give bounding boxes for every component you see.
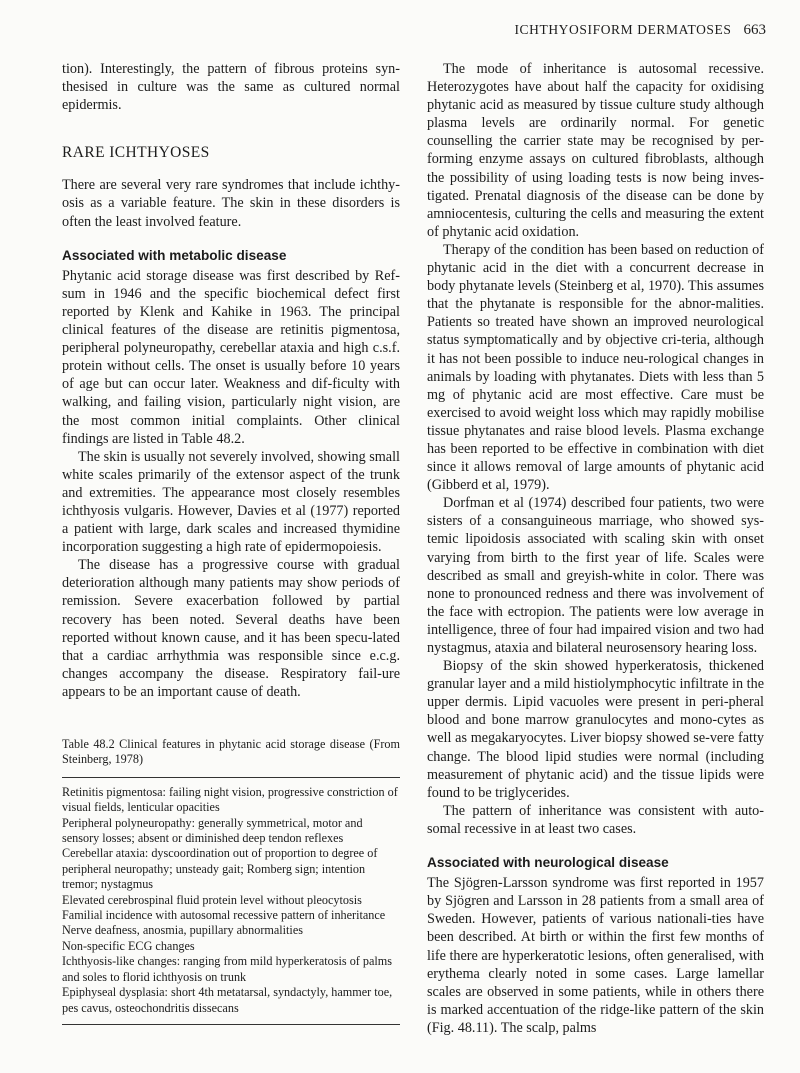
paragraph-biopsy: Biopsy of the skin showed hyperkeratosis, thickened granular layer and a mild histiolymphocytic infiltrate in the upper dermis. Lipid vacuoles were present in peri-pheral blood and bone marrow granulocytes and mono-cytes as well as megakaryocytes. Liver biopsy showed se-vere fatty change. The blood lipid studies were normal (including measurement of phytanic acid) and the tissue lipids were found to be triglycerides. [427, 658, 764, 801]
table-row: Nerve deafness, anosmia, pupillary abnormalities [62, 923, 303, 938]
paragraph-rare: There are several very rare syndromes that include ichthy-osis as a variable feature. The skin in these disorders is often the least involved feature. [62, 177, 400, 230]
paragraph-therapy: Therapy of the condition has been based on reduction of phytanic acid in the diet with a concurrent decrease in body phytanate levels (Steinberg et al, 1970). This assumes that the phytanate is responsible for the abnor-malities. Patients so treated have shown an improved neurological status symptomatically and by objective cri-teria, although it has not been possible to induce neu-rological changes in animals by loading with phytanates. Diets with less than 5 mg of phytanic acid are most effective. Care must be exercised to avoid weight loss which may rapidly mobilise tissue phytanates and raise blood levels. Plasma exchange has been reported to be effective in combination with diet since it allows removal of large amounts of phytanic acid (Gibberd et al, 1979). [427, 241, 764, 494]
table-row: Epiphyseal dysplasia: short 4th metatarsal, syndactyly, hammer toe, pes cavus, osteochondritis dissecans [62, 985, 393, 1015]
right-column [427, 60, 764, 1037]
heading-neurological-disease: Associated with neurological disease [427, 855, 669, 871]
heading-rare-ichthyoses: RARE ICHTHYOSES [62, 144, 210, 162]
paragraph-sjogren-larsson: The Sjögren-Larsson syndrome was first reported in 1957 by Sjögren and Larsson in 28 patients from a small area of Sweden. However, patients of various nationali-ties have been described. At birth or within the first few months of life there are hyperkeratotic lesions, often generalised, with erythema clearly noted in some cases. Large lamellar scales are observed in some patients, while in others there is marked accentuation of the ridge-like pattern of the skin (Fig. 48.11). The scalp, palms [427, 875, 764, 1036]
table-body [62, 778, 400, 1024]
table-row: Elevated cerebrospinal fluid protein level without pleocytosis [62, 892, 362, 907]
left-column [62, 60, 400, 1025]
paragraph-metabolic-2: The skin is usually not severely involved, showing small white scales primarily of the extensor aspect of the trunk and extremities. The appearance most closely resembles ichthyosis vulgaris. However, Davies et al (1977) reported a patient with large, dark scales and increased thymidine incorporation suggesting a high rate of epidermopoiesis. [62, 448, 400, 556]
table-caption: Table 48.2 Clinical features in phytanic acid storage disease (From Steinberg, 1978) [62, 737, 400, 767]
paragraph-inheritance: The mode of inheritance is autosomal recessive. Heterozygotes have about half the capacity for oxidising phytanic acid as measured by tissue culture study although plasma levels are ordinarily normal. For genetic counselling the carrier state may be recognised by per-forming enzyme assays on cultured fibroblasts, although the possibility of using loading tests is now being inves-tigated. Prenatal diagnosis of the disease can be done by amniocentesis, culturing the cells and measuring the extent of phytanic acid oxidation. [427, 61, 764, 240]
paragraph-intro: tion). Interestingly, the pattern of fibrous proteins syn-thesised in culture was the same as cultured normal epidermis. [62, 61, 400, 114]
paragraph-dorfman: Dorfman et al (1974) described four patients, two were sisters of a consanguineous marriage, who showed sys-temic lipoidosis associated with scaling skin with onset varying from birth to the first year of life. Scales were described as small and greyish-white in color. There was none to pronounced redness and there was involvement of the face with ectropion. The patients were low average in intelligence, three of four had impaired vision and two had nystagmus, ataxia and bilateral neurosensory hearing loss. [427, 495, 764, 656]
running-header [514, 22, 766, 39]
table-row: Familial incidence with autosomal recessive pattern of inheritance [62, 908, 386, 923]
paragraph-metabolic-3: The disease has a progressive course with gradual deterioration although many patients may show periods of remission. Severe exacerbation followed by partial recovery has been noted. Several deaths have been reported without known cause, and it has been specu-lated that a cardiac arrhythmia was responsible since e.c.g. changes accompany the disease. Respiratory fail-ure appears to be an important cause of death. [62, 557, 400, 700]
table-row: Cerebellar ataxia: dyscoordination out of proportion to degree of peripheral neuropathy; unsteady gait; Romberg sign; intention tremor; nystagmus [62, 846, 378, 892]
page-number: 663 [743, 22, 766, 38]
paragraph-inheritance-pattern: The pattern of inheritance was consistent with auto-somal recessive in at least two cases. [427, 802, 764, 837]
table-bottom-rule [62, 1024, 400, 1025]
table-row: Retinitis pigmentosa: failing night vision, progressive constriction of visual fields, lenticular opacities [62, 784, 398, 815]
table-row: Peripheral polyneuropathy: generally symmetrical, motor and sensory losses; absent or diminished deep tendon reflexes [62, 815, 363, 846]
paragraph-metabolic-1: Phytanic acid storage disease was first described by Ref-sum in 1946 and the specific biochemical defect first reported by Klenk and Kahike in 1963. The principal clinical features of the disease are retinitis pigmentosa, peripheral polyneuropathy, cerebellar ataxia and high c.s.f. protein without cells. The onset is usually before 10 years of age but can occur later. Weakness and dif-ficulty with walking, and failing vision, particularly night vision, are the most common initial complaints. Other clinical findings are listed in Table 48.2. [62, 267, 400, 447]
running-title: ICHTHYOSIFORM DERMATOSES [514, 22, 732, 37]
table-row: Non-specific ECG changes [62, 938, 195, 953]
table-row: Ichthyosis-like changes: ranging from mild hyperkeratosis of palms and soles to florid ichthyosis on trunk [62, 954, 393, 984]
table-48-2 [62, 737, 400, 1025]
heading-metabolic-disease: Associated with metabolic disease [62, 247, 287, 263]
